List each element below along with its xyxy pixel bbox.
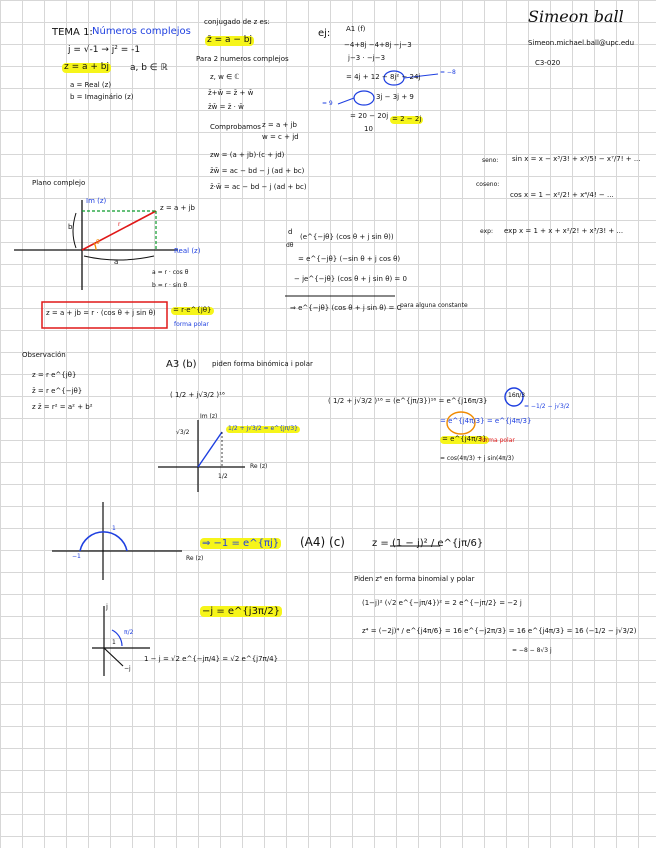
unit-result: ⇒ −1 = e^{πj} xyxy=(202,538,280,549)
author-name: Simeon ball xyxy=(528,7,624,26)
unit-minus1: −1 xyxy=(72,553,81,560)
zw-conj: z̄w̄ = ac − bd − j (ad + bc) xyxy=(210,167,305,175)
deriv-l1: (e^{−jθ} (cos θ + j sin θ)) xyxy=(300,233,394,241)
plano-title: Plano complejo xyxy=(32,179,86,187)
plano-z-label: z = a + jb xyxy=(160,204,195,212)
a3-title: A3 (b) xyxy=(166,359,197,370)
imag-part-label: b = Imaginário (z) xyxy=(70,93,134,101)
a3-rhs3: = e^{j4π/3} xyxy=(442,435,487,443)
ej-label: ej: xyxy=(318,28,331,39)
obs-l1: z = r e^{jθ} xyxy=(32,371,77,379)
a4-z-expr: z = (1 − j)² / e^{jπ/6} xyxy=(372,538,484,549)
polar-label: forma polar xyxy=(174,321,209,328)
conj-prod-prop: z̄w̄ = z̄ · w̄ xyxy=(208,103,244,111)
a3-polar-label: forma polar xyxy=(480,437,515,444)
a3-vector xyxy=(198,432,222,467)
a3-x-tick: 1/2 xyxy=(218,473,228,480)
z-def: z = a + jb xyxy=(262,121,297,129)
plano-theta: θ xyxy=(96,239,100,246)
deriv-note: para alguna constante xyxy=(400,302,468,309)
a3-rhs4: = cos(4π/3) + j sin(4π/3) xyxy=(440,455,514,462)
a3-rhs2: = e^{j4π/3} = e^{j4π/3} xyxy=(440,417,532,425)
zw-in-c: z, w ∈ ℂ xyxy=(210,73,240,81)
real-part-label: a = Real (z) xyxy=(70,81,112,89)
a4-l3: = −8 − 8√3 j xyxy=(512,647,552,654)
obs-l2: z̄ = r e^{−jθ} xyxy=(32,387,83,395)
polar-result: = r·e^{jθ} xyxy=(173,306,212,314)
deriv-l2: = e^{−jθ} (−sin θ + j cos θ) xyxy=(298,255,401,263)
a3-re: Re (z) xyxy=(250,463,268,470)
plano-radius-line xyxy=(82,211,156,250)
plano-b-eq: b = r · sin θ xyxy=(152,282,188,289)
bottom-one: 1 xyxy=(112,639,116,646)
a3-expr: ( 1/2 + j√3/2 )¹⁶ xyxy=(170,391,225,399)
polar-box-text: z = a + jb = r · (cos θ + j sin θ) xyxy=(46,309,156,317)
bottom-vector xyxy=(104,648,123,666)
conj-def: z̄ = a − bj xyxy=(207,35,252,45)
imaginary-unit-def: j = √-1 → j² = -1 xyxy=(68,45,141,55)
bottom-angle: π/2 xyxy=(124,629,134,636)
tema-label: TEMA 1: xyxy=(52,27,93,38)
a3-y-tick: √3/2 xyxy=(176,429,190,436)
plano-real-label: Real (z) xyxy=(174,247,201,255)
two-complex-title: Para 2 numeros complejos xyxy=(196,55,289,63)
w-def: w = c + jd xyxy=(262,133,299,141)
a3-im: Im (z) xyxy=(200,413,218,420)
deriv-d: d xyxy=(288,228,293,236)
plano-a-eq: a = r · cos θ xyxy=(152,269,189,276)
ej-note-minus8: = −8 xyxy=(440,69,456,76)
obs-title: Observación xyxy=(22,351,66,359)
ej-a1: A1 (f) xyxy=(346,25,366,33)
bottom-j: j xyxy=(106,603,108,611)
bottom-one-minus-j: 1 − j = √2 e^{−jπ/4} = √2 e^{j7π/4} xyxy=(144,655,279,663)
comprobamos-label: Comprobamos xyxy=(210,123,261,131)
coseno-label: coseno: xyxy=(476,181,500,188)
z-binomial-def: z = a + bj xyxy=(64,62,109,72)
unit-re: Re (z) xyxy=(186,555,204,562)
exp-series: exp x = 1 + x + x²/2! + x³/3! + ... xyxy=(504,227,624,235)
tema-title: Números complejos xyxy=(92,26,191,37)
a4-l1: (1−j)² (√2 e^{−jπ/4})² = 2 e^{−jπ/2} = −2 j xyxy=(362,599,522,607)
conj-title: conjugado de z es: xyxy=(204,18,270,26)
deriv-l3: − je^{−jθ} (cos θ + j sin θ) = 0 xyxy=(294,275,407,283)
a3-rhs1: ( 1/2 + j√3/2 )¹⁶ = (e^{jπ/3})¹⁶ = e^{j16π/3} xyxy=(328,397,488,405)
a4-l2: z⁴ = (−2j)⁴ / e^{j4π/6} = 16 e^{−j2π/3} = 16 e^{j4π/3} = 16 (−1/2 − j√3/2) xyxy=(362,627,637,635)
office-code: C3-020 xyxy=(535,59,561,67)
ej-frac-den: j−3 · −j−3 xyxy=(348,54,386,62)
zbar-wbar: z̄·w̄ = ac − bd − j (ad + bc) xyxy=(210,183,307,191)
plano-a-brace xyxy=(84,256,154,260)
bottom-minus-j: −j = e^{j3π/2} xyxy=(202,606,281,617)
exp-label: exp: xyxy=(480,228,493,235)
coseno-series: cos x = 1 − x²/2! + x⁴/4! − ... xyxy=(510,191,614,199)
ej-circle-2 xyxy=(354,91,374,105)
ej-result: = 2 − 2j xyxy=(392,115,422,123)
plano-b-brace xyxy=(73,213,76,248)
a4-title: (A4) (c) xyxy=(300,535,345,549)
obs-l3: z z̄ = r² = a² + b² xyxy=(32,403,93,411)
ej-arrow-2 xyxy=(338,98,354,104)
ab-real-note: a, b ∈ ℝ xyxy=(130,63,168,73)
seno-series: sin x = x − x³/3! + x⁵/5! − x⁷/7! + ... xyxy=(512,155,641,163)
ej-step2: = 4j + 12 − 8j² − 24j xyxy=(346,73,421,81)
deriv-l4: ⇒ e^{−jθ} (cos θ + j sin θ) = C xyxy=(290,304,402,312)
bottom-minus-j-axis: −j xyxy=(124,665,131,672)
ej-step4: = 20 − 20j xyxy=(350,112,389,120)
ej-step4-den: 10 xyxy=(364,125,373,133)
plano-a-label: a xyxy=(114,258,119,266)
a3-circle-note: = −1/2 − j√3/2 xyxy=(524,403,570,410)
ej-note-9: = 9 xyxy=(322,100,333,107)
plano-b-label: b xyxy=(68,223,73,231)
seno-label: seno: xyxy=(482,157,499,164)
zw-product: zw = (a + jb)·(c + jd) xyxy=(210,151,285,159)
conj-sum-prop: z̄+w̄ = z̄ + w̄ xyxy=(208,89,254,97)
ej-step3: 3j − 3j + 9 xyxy=(376,93,414,101)
a3-point-label: 1/2 + j√3/2 = e^{jπ/3} xyxy=(228,425,298,432)
a3-desc: piden forma binómica i polar xyxy=(212,360,313,368)
a4-pide: Piden z⁴ en forma binomial y polar xyxy=(354,575,475,583)
author-email: Simeon.michael.ball@upc.edu xyxy=(528,39,635,47)
plano-im-label: Im (z) xyxy=(86,197,107,205)
ej-frac-num: −4+8j −4+8j −j−3 xyxy=(344,41,412,49)
a3-circle-mark: 16π/3 xyxy=(508,392,526,399)
deriv-dtheta: dθ xyxy=(286,242,294,249)
plano-r: r xyxy=(118,221,121,228)
unit-one: 1 xyxy=(112,525,116,532)
